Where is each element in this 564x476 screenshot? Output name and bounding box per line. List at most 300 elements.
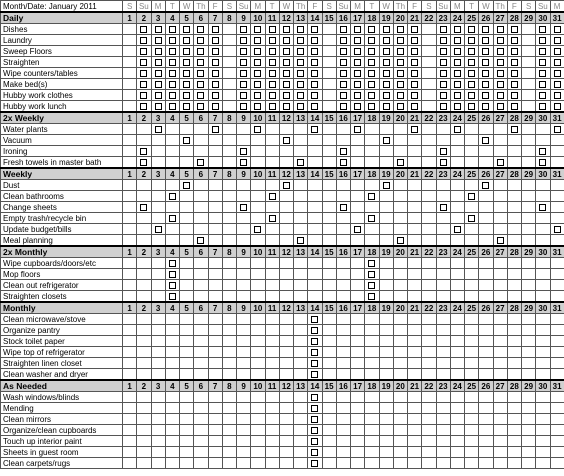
- checkbox-icon[interactable]: [169, 70, 176, 77]
- checkbox-icon[interactable]: [340, 204, 347, 211]
- checkbox-icon[interactable]: [212, 26, 219, 33]
- checkbox-icon[interactable]: [368, 37, 375, 44]
- day-cell: [279, 224, 293, 235]
- checkbox-icon[interactable]: [311, 438, 318, 445]
- checkbox-icon[interactable]: [155, 59, 162, 66]
- checkbox-icon[interactable]: [311, 405, 318, 412]
- checkbox-icon[interactable]: [454, 59, 461, 66]
- checkbox-icon[interactable]: [497, 37, 504, 44]
- checkbox-icon[interactable]: [254, 92, 261, 99]
- checkbox-icon[interactable]: [368, 81, 375, 88]
- checkbox-icon[interactable]: [340, 103, 347, 110]
- checkbox-icon[interactable]: [240, 148, 247, 155]
- checkbox-icon[interactable]: [240, 92, 247, 99]
- checkbox-icon[interactable]: [554, 92, 561, 99]
- checkbox-icon[interactable]: [197, 70, 204, 77]
- checkbox-icon[interactable]: [554, 81, 561, 88]
- checkbox-icon[interactable]: [340, 59, 347, 66]
- checkbox-icon[interactable]: [155, 103, 162, 110]
- checkbox-icon[interactable]: [511, 59, 518, 66]
- checkbox-icon[interactable]: [554, 226, 561, 233]
- checkbox-icon[interactable]: [311, 460, 318, 467]
- checkbox-icon[interactable]: [340, 37, 347, 44]
- checkbox-icon[interactable]: [383, 137, 390, 144]
- checkbox-icon[interactable]: [197, 37, 204, 44]
- checkbox-icon[interactable]: [482, 103, 489, 110]
- checkbox-icon[interactable]: [283, 81, 290, 88]
- checkbox-icon[interactable]: [155, 226, 162, 233]
- checkbox-icon[interactable]: [482, 59, 489, 66]
- checkbox-icon[interactable]: [297, 103, 304, 110]
- checkbox-icon[interactable]: [511, 103, 518, 110]
- checkbox-icon[interactable]: [297, 70, 304, 77]
- day-cell: [507, 447, 521, 458]
- checkbox-icon[interactable]: [368, 26, 375, 33]
- checkbox-icon[interactable]: [311, 394, 318, 401]
- checkbox-icon[interactable]: [354, 92, 361, 99]
- checkbox-icon[interactable]: [197, 159, 204, 166]
- checkbox-icon[interactable]: [240, 59, 247, 66]
- checkbox-icon[interactable]: [539, 59, 546, 66]
- checkbox-icon[interactable]: [354, 48, 361, 55]
- checkbox-icon[interactable]: [283, 182, 290, 189]
- checkbox-icon[interactable]: [140, 70, 147, 77]
- checkbox-icon[interactable]: [212, 126, 219, 133]
- checkbox-icon[interactable]: [539, 159, 546, 166]
- checkbox-icon[interactable]: [269, 37, 276, 44]
- checkbox-icon[interactable]: [183, 59, 190, 66]
- checkbox-icon[interactable]: [183, 26, 190, 33]
- checkbox-icon[interactable]: [383, 48, 390, 55]
- checkbox-icon[interactable]: [468, 37, 475, 44]
- checkbox-icon[interactable]: [340, 48, 347, 55]
- checkbox-icon[interactable]: [468, 59, 475, 66]
- checkbox-icon[interactable]: [539, 81, 546, 88]
- checkbox-icon[interactable]: [140, 26, 147, 33]
- checkbox-icon[interactable]: [454, 226, 461, 233]
- checkbox-icon[interactable]: [497, 26, 504, 33]
- checkbox-icon[interactable]: [155, 92, 162, 99]
- checkbox-icon[interactable]: [539, 92, 546, 99]
- checkbox-icon[interactable]: [511, 126, 518, 133]
- checkbox-icon[interactable]: [311, 360, 318, 367]
- checkbox-icon[interactable]: [197, 237, 204, 244]
- checkbox-icon[interactable]: [155, 126, 162, 133]
- checkbox-icon[interactable]: [354, 26, 361, 33]
- checkbox-icon[interactable]: [169, 215, 176, 222]
- checkbox-icon[interactable]: [411, 92, 418, 99]
- checkbox-icon[interactable]: [554, 59, 561, 66]
- checkbox-icon[interactable]: [454, 103, 461, 110]
- checkbox-icon[interactable]: [140, 204, 147, 211]
- checkbox-icon[interactable]: [311, 338, 318, 345]
- day-cell: [322, 258, 336, 269]
- checkbox-icon[interactable]: [440, 70, 447, 77]
- checkbox-icon[interactable]: [411, 59, 418, 66]
- checkbox-icon[interactable]: [468, 193, 475, 200]
- checkbox-icon[interactable]: [554, 70, 561, 77]
- checkbox-icon[interactable]: [240, 204, 247, 211]
- checkbox-icon[interactable]: [411, 48, 418, 55]
- checkbox-icon[interactable]: [254, 126, 261, 133]
- checkbox-icon[interactable]: [440, 204, 447, 211]
- checkbox-icon[interactable]: [454, 92, 461, 99]
- checkbox-icon[interactable]: [169, 282, 176, 289]
- checkbox-icon[interactable]: [383, 37, 390, 44]
- checkbox-icon[interactable]: [454, 81, 461, 88]
- checkbox-icon[interactable]: [311, 327, 318, 334]
- checkbox-icon[interactable]: [468, 215, 475, 222]
- checkbox-icon[interactable]: [454, 26, 461, 33]
- checkbox-icon[interactable]: [554, 37, 561, 44]
- checkbox-icon[interactable]: [155, 37, 162, 44]
- day-cell: [465, 157, 479, 169]
- day-cell: [308, 392, 322, 403]
- checkbox-icon[interactable]: [368, 70, 375, 77]
- checkbox-icon[interactable]: [311, 92, 318, 99]
- checkbox-icon[interactable]: [183, 81, 190, 88]
- checkbox-icon[interactable]: [497, 92, 504, 99]
- checkbox-icon[interactable]: [169, 260, 176, 267]
- day-cell: [180, 191, 194, 202]
- checkbox-icon[interactable]: [283, 92, 290, 99]
- checkbox-icon[interactable]: [197, 26, 204, 33]
- checkbox-icon[interactable]: [297, 92, 304, 99]
- checkbox-icon[interactable]: [297, 81, 304, 88]
- checkbox-icon[interactable]: [368, 103, 375, 110]
- checkbox-icon[interactable]: [297, 159, 304, 166]
- checkbox-icon[interactable]: [368, 48, 375, 55]
- checkbox-icon[interactable]: [383, 81, 390, 88]
- checkbox-icon[interactable]: [212, 103, 219, 110]
- checkbox-icon[interactable]: [354, 81, 361, 88]
- checkbox-icon[interactable]: [283, 70, 290, 77]
- checkbox-icon[interactable]: [511, 70, 518, 77]
- checkbox-icon[interactable]: [397, 48, 404, 55]
- checkbox-icon[interactable]: [368, 215, 375, 222]
- day-number: 20: [393, 302, 407, 314]
- checkbox-icon[interactable]: [311, 316, 318, 323]
- checkbox-icon[interactable]: [354, 103, 361, 110]
- checkbox-icon[interactable]: [311, 427, 318, 434]
- checkbox-icon[interactable]: [169, 193, 176, 200]
- checkbox-icon[interactable]: [212, 81, 219, 88]
- checkbox-icon[interactable]: [497, 237, 504, 244]
- checkbox-icon[interactable]: [440, 159, 447, 166]
- checkbox-icon[interactable]: [183, 92, 190, 99]
- checkbox-icon[interactable]: [354, 70, 361, 77]
- day-cell: [208, 436, 222, 447]
- checkbox-icon[interactable]: [169, 103, 176, 110]
- checkbox-icon[interactable]: [197, 92, 204, 99]
- checkbox-icon[interactable]: [283, 48, 290, 55]
- checkbox-icon[interactable]: [269, 193, 276, 200]
- checkbox-icon[interactable]: [440, 37, 447, 44]
- day-cell: [151, 90, 165, 101]
- checkbox-icon[interactable]: [397, 81, 404, 88]
- checkbox-icon[interactable]: [468, 92, 475, 99]
- checkbox-icon[interactable]: [240, 81, 247, 88]
- day-cell: [493, 403, 507, 414]
- checkbox-icon[interactable]: [383, 59, 390, 66]
- checkbox-icon[interactable]: [240, 37, 247, 44]
- day-cell: [180, 124, 194, 135]
- checkbox-icon[interactable]: [539, 48, 546, 55]
- checkbox-icon[interactable]: [254, 37, 261, 44]
- checkbox-icon[interactable]: [240, 26, 247, 33]
- checkbox-icon[interactable]: [482, 70, 489, 77]
- checkbox-icon[interactable]: [539, 26, 546, 33]
- checkbox-icon[interactable]: [269, 103, 276, 110]
- checkbox-icon[interactable]: [497, 48, 504, 55]
- checkbox-icon[interactable]: [368, 193, 375, 200]
- checkbox-icon[interactable]: [411, 103, 418, 110]
- checkbox-icon[interactable]: [354, 126, 361, 133]
- checkbox-icon[interactable]: [183, 182, 190, 189]
- checkbox-icon[interactable]: [183, 137, 190, 144]
- checkbox-icon[interactable]: [397, 70, 404, 77]
- checkbox-icon[interactable]: [340, 92, 347, 99]
- checkbox-icon[interactable]: [554, 103, 561, 110]
- checkbox-icon[interactable]: [383, 103, 390, 110]
- checkbox-icon[interactable]: [269, 92, 276, 99]
- checkbox-icon[interactable]: [454, 70, 461, 77]
- checkbox-icon[interactable]: [397, 37, 404, 44]
- day-cell: [507, 425, 521, 436]
- checkbox-icon[interactable]: [269, 81, 276, 88]
- checkbox-icon[interactable]: [511, 92, 518, 99]
- checkbox-icon[interactable]: [155, 26, 162, 33]
- checkbox-icon[interactable]: [311, 371, 318, 378]
- checkbox-icon[interactable]: [311, 103, 318, 110]
- checkbox-icon[interactable]: [311, 81, 318, 88]
- checkbox-icon[interactable]: [254, 59, 261, 66]
- checkbox-icon[interactable]: [539, 204, 546, 211]
- checkbox-icon[interactable]: [197, 48, 204, 55]
- checkbox-icon[interactable]: [140, 81, 147, 88]
- checkbox-icon[interactable]: [468, 26, 475, 33]
- checkbox-icon[interactable]: [183, 70, 190, 77]
- checkbox-icon[interactable]: [511, 37, 518, 44]
- checkbox-icon[interactable]: [554, 26, 561, 33]
- checkbox-icon[interactable]: [411, 26, 418, 33]
- checkbox-icon[interactable]: [554, 48, 561, 55]
- day-cell: [294, 57, 308, 68]
- checkbox-icon[interactable]: [212, 70, 219, 77]
- checkbox-icon[interactable]: [254, 81, 261, 88]
- checkbox-icon[interactable]: [283, 37, 290, 44]
- checkbox-icon[interactable]: [140, 148, 147, 155]
- checkbox-icon[interactable]: [169, 59, 176, 66]
- checkbox-icon[interactable]: [140, 92, 147, 99]
- checkbox-icon[interactable]: [383, 70, 390, 77]
- checkbox-icon[interactable]: [468, 103, 475, 110]
- checkbox-icon[interactable]: [340, 159, 347, 166]
- checkbox-icon[interactable]: [468, 70, 475, 77]
- checkbox-icon[interactable]: [397, 92, 404, 99]
- checkbox-icon[interactable]: [383, 26, 390, 33]
- checkbox-icon[interactable]: [169, 92, 176, 99]
- checkbox-icon[interactable]: [440, 59, 447, 66]
- checkbox-icon[interactable]: [212, 92, 219, 99]
- checkbox-icon[interactable]: [397, 159, 404, 166]
- checkbox-icon[interactable]: [212, 59, 219, 66]
- checkbox-icon[interactable]: [169, 37, 176, 44]
- checkbox-icon[interactable]: [497, 59, 504, 66]
- checkbox-icon[interactable]: [368, 59, 375, 66]
- checkbox-icon[interactable]: [197, 59, 204, 66]
- checkbox-icon[interactable]: [440, 148, 447, 155]
- checkbox-icon[interactable]: [155, 81, 162, 88]
- checkbox-icon[interactable]: [482, 182, 489, 189]
- checkbox-icon[interactable]: [440, 48, 447, 55]
- checkbox-icon[interactable]: [311, 70, 318, 77]
- checkbox-icon[interactable]: [454, 126, 461, 133]
- checkbox-icon[interactable]: [297, 59, 304, 66]
- checkbox-icon[interactable]: [140, 103, 147, 110]
- checkbox-icon[interactable]: [411, 81, 418, 88]
- checkbox-icon[interactable]: [311, 37, 318, 44]
- checkbox-icon[interactable]: [297, 37, 304, 44]
- checkbox-icon[interactable]: [440, 103, 447, 110]
- checkbox-icon[interactable]: [482, 48, 489, 55]
- checkbox-icon[interactable]: [411, 126, 418, 133]
- checkbox-icon[interactable]: [169, 26, 176, 33]
- checkbox-icon[interactable]: [254, 26, 261, 33]
- checkbox-icon[interactable]: [397, 237, 404, 244]
- checkbox-icon[interactable]: [169, 81, 176, 88]
- checkbox-icon[interactable]: [311, 416, 318, 423]
- checkbox-icon[interactable]: [368, 293, 375, 300]
- checkbox-icon[interactable]: [140, 159, 147, 166]
- checkbox-icon[interactable]: [383, 92, 390, 99]
- checkbox-icon[interactable]: [269, 48, 276, 55]
- checkbox-icon[interactable]: [411, 70, 418, 77]
- checkbox-icon[interactable]: [183, 48, 190, 55]
- checkbox-icon[interactable]: [397, 103, 404, 110]
- day-cell: [465, 291, 479, 303]
- checkbox-icon[interactable]: [454, 37, 461, 44]
- checkbox-icon[interactable]: [497, 81, 504, 88]
- checkbox-icon[interactable]: [169, 48, 176, 55]
- checkbox-icon[interactable]: [482, 26, 489, 33]
- checkbox-icon[interactable]: [497, 159, 504, 166]
- checkbox-icon[interactable]: [468, 81, 475, 88]
- checkbox-icon[interactable]: [311, 449, 318, 456]
- checkbox-icon[interactable]: [397, 59, 404, 66]
- checkbox-icon[interactable]: [397, 26, 404, 33]
- checkbox-icon[interactable]: [311, 26, 318, 33]
- checkbox-icon[interactable]: [340, 81, 347, 88]
- checkbox-icon[interactable]: [368, 271, 375, 278]
- checkbox-icon[interactable]: [454, 48, 461, 55]
- checkbox-icon[interactable]: [497, 103, 504, 110]
- checkbox-icon[interactable]: [283, 59, 290, 66]
- checkbox-icon[interactable]: [511, 26, 518, 33]
- checkbox-icon[interactable]: [155, 48, 162, 55]
- checkbox-icon[interactable]: [297, 26, 304, 33]
- checkbox-icon[interactable]: [497, 70, 504, 77]
- checkbox-icon[interactable]: [140, 37, 147, 44]
- checkbox-icon[interactable]: [354, 59, 361, 66]
- checkbox-icon[interactable]: [283, 103, 290, 110]
- checkbox-icon[interactable]: [283, 137, 290, 144]
- checkbox-icon[interactable]: [340, 148, 347, 155]
- checkbox-icon[interactable]: [197, 81, 204, 88]
- checkbox-icon[interactable]: [368, 92, 375, 99]
- checkbox-icon[interactable]: [468, 48, 475, 55]
- checkbox-icon[interactable]: [539, 70, 546, 77]
- checkbox-icon[interactable]: [254, 103, 261, 110]
- checkbox-icon[interactable]: [269, 70, 276, 77]
- day-number: 9: [237, 168, 251, 180]
- checkbox-icon[interactable]: [482, 37, 489, 44]
- checkbox-icon[interactable]: [311, 349, 318, 356]
- checkbox-icon[interactable]: [482, 92, 489, 99]
- checkbox-icon[interactable]: [240, 103, 247, 110]
- checkbox-icon[interactable]: [197, 103, 204, 110]
- checkbox-icon[interactable]: [254, 70, 261, 77]
- checkbox-icon[interactable]: [240, 70, 247, 77]
- checkbox-icon[interactable]: [254, 48, 261, 55]
- checkbox-icon[interactable]: [212, 37, 219, 44]
- checkbox-icon[interactable]: [155, 70, 162, 77]
- checkbox-icon[interactable]: [383, 182, 390, 189]
- checkbox-icon[interactable]: [311, 59, 318, 66]
- checkbox-icon[interactable]: [311, 48, 318, 55]
- checkbox-icon[interactable]: [140, 59, 147, 66]
- checkbox-icon[interactable]: [368, 260, 375, 267]
- checkbox-icon[interactable]: [212, 48, 219, 55]
- checkbox-icon[interactable]: [140, 48, 147, 55]
- checkbox-icon[interactable]: [269, 26, 276, 33]
- checkbox-icon[interactable]: [440, 81, 447, 88]
- checkbox-icon[interactable]: [240, 159, 247, 166]
- checkbox-icon[interactable]: [169, 293, 176, 300]
- checkbox-icon[interactable]: [554, 126, 561, 133]
- checkbox-icon[interactable]: [183, 37, 190, 44]
- day-cell: [322, 135, 336, 146]
- checkbox-icon[interactable]: [183, 103, 190, 110]
- checkbox-icon[interactable]: [340, 70, 347, 77]
- checkbox-icon[interactable]: [354, 226, 361, 233]
- checkbox-icon[interactable]: [254, 226, 261, 233]
- checkbox-icon[interactable]: [440, 26, 447, 33]
- checkbox-icon[interactable]: [354, 37, 361, 44]
- checkbox-icon[interactable]: [511, 81, 518, 88]
- checkbox-icon[interactable]: [311, 126, 318, 133]
- checkbox-icon[interactable]: [539, 148, 546, 155]
- checkbox-icon[interactable]: [511, 48, 518, 55]
- day-cell: [194, 325, 208, 336]
- day-cell: [479, 124, 493, 135]
- checkbox-icon[interactable]: [283, 26, 290, 33]
- checkbox-icon[interactable]: [440, 92, 447, 99]
- checkbox-icon[interactable]: [539, 37, 546, 44]
- checkbox-icon[interactable]: [269, 215, 276, 222]
- checkbox-icon[interactable]: [368, 282, 375, 289]
- checkbox-icon[interactable]: [169, 271, 176, 278]
- checkbox-icon[interactable]: [482, 137, 489, 144]
- checkbox-icon[interactable]: [269, 59, 276, 66]
- checkbox-icon[interactable]: [297, 237, 304, 244]
- checkbox-icon[interactable]: [340, 26, 347, 33]
- checkbox-icon[interactable]: [240, 48, 247, 55]
- checkbox-icon[interactable]: [297, 48, 304, 55]
- checkbox-icon[interactable]: [411, 37, 418, 44]
- checkbox-icon[interactable]: [539, 103, 546, 110]
- checkbox-icon[interactable]: [482, 81, 489, 88]
